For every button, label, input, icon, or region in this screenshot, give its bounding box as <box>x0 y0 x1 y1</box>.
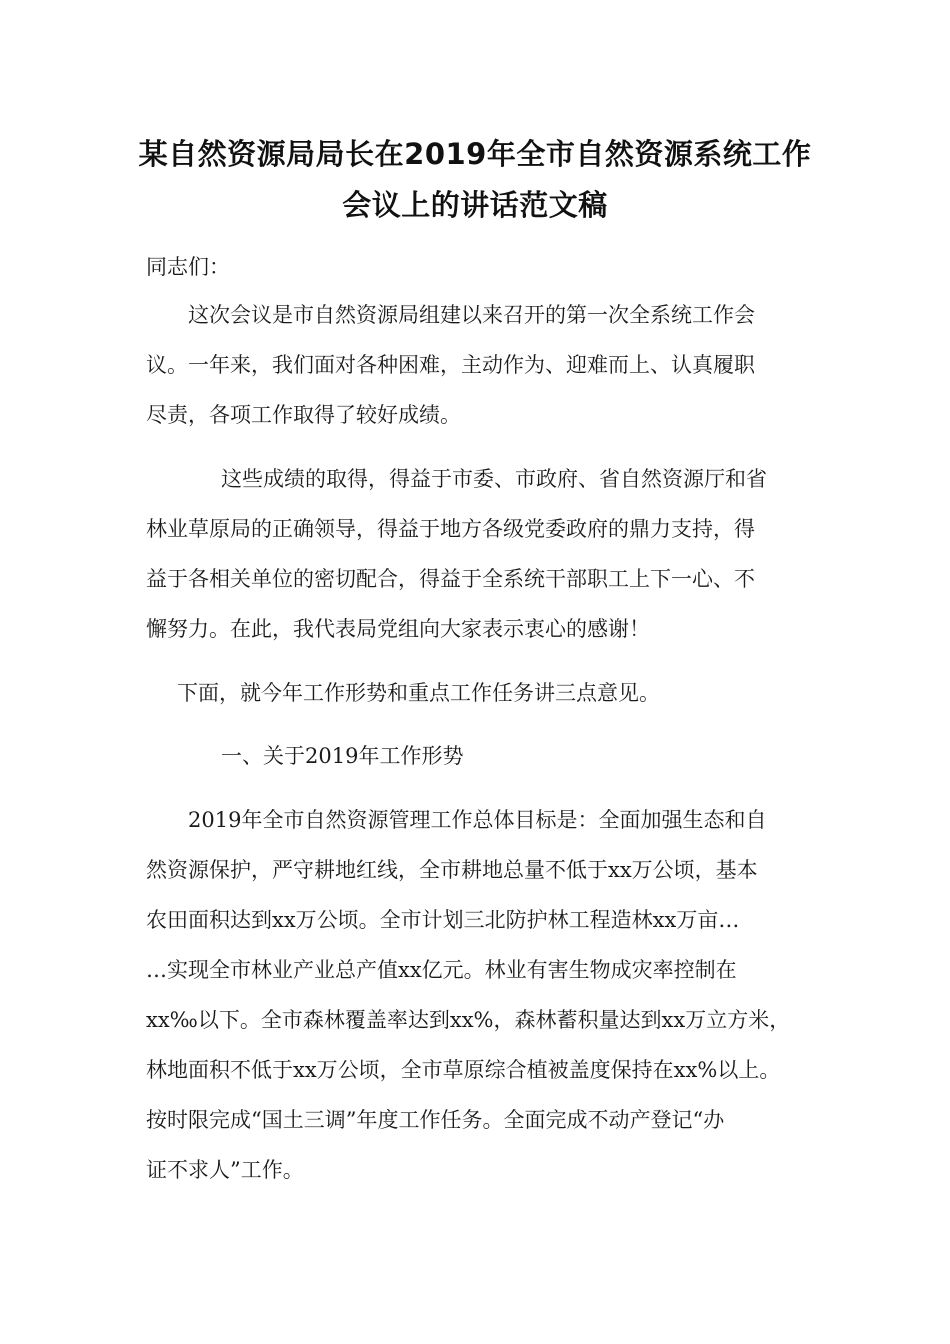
paragraph-2-line-2: 林业草原局的正确领导，得益于地方各级党委政府的鼎力支持，得 <box>146 517 755 541</box>
paragraph-3-line-1: 下面，就今年工作形势和重点工作任务讲三点意见。 <box>177 681 660 705</box>
paragraph-1-line-1: 这次会议是市自然资源局组建以来召开的第一次全系统工作会 <box>188 303 755 327</box>
paragraph-2-line-3: 益于各相关单位的密切配合，得益于全系统干部职工上下一心、不 <box>146 567 755 591</box>
paragraph-4-line-2: 然资源保护，严守耕地红线，全市耕地总量不低于xx万公顷，基本 <box>146 858 758 882</box>
paragraph-2-line-4: 懈努力。在此，我代表局党组向大家表示衷心的感谢！ <box>146 617 650 641</box>
paragraph-4-line-1: 2019年全市自然资源管理工作总体目标是：全面加强生态和自 <box>188 808 767 832</box>
paragraph-4-line-4: …实现全市林业产业总产值xx亿元。林业有害生物成灾率控制在 <box>146 958 737 982</box>
paragraph-1-line-3: 尽责，各项工作取得了较好成绩。 <box>146 403 461 427</box>
paragraph-1-line-2: 议。一年来，我们面对各种困难，主动作为、迎难而上、认真履职 <box>146 353 755 377</box>
section-heading-1: 一、关于2019年工作形势 <box>221 744 464 768</box>
paragraph-4-line-3: 农田面积达到xx万公顷。全市计划三北防护林工程造林xx万亩… <box>146 908 740 932</box>
paragraph-4-line-7: 按时限完成“国土三调”年度工作任务。全面完成不动产登记“办 <box>146 1108 725 1132</box>
paragraph-4-line-6: 林地面积不低于xx万公顷，全市草原综合植被盖度保持在xx%以上。 <box>146 1058 781 1082</box>
paragraph-4-line-5: xx‰以下。全市森林覆盖率达到xx%，森林蓄积量达到xx万立方米， <box>146 1008 791 1032</box>
salutation: 同志们： <box>146 255 230 279</box>
document-title-line-2: 会议上的讲话范文稿 <box>342 188 608 222</box>
paragraph-2-line-1: 这些成绩的取得，得益于市委、市政府、省自然资源厅和省 <box>221 467 767 491</box>
paragraph-4-line-8: 证不求人”工作。 <box>146 1158 304 1182</box>
document-title-line-1: 某自然资源局局长在2019年全市自然资源系统工作 <box>138 137 812 171</box>
